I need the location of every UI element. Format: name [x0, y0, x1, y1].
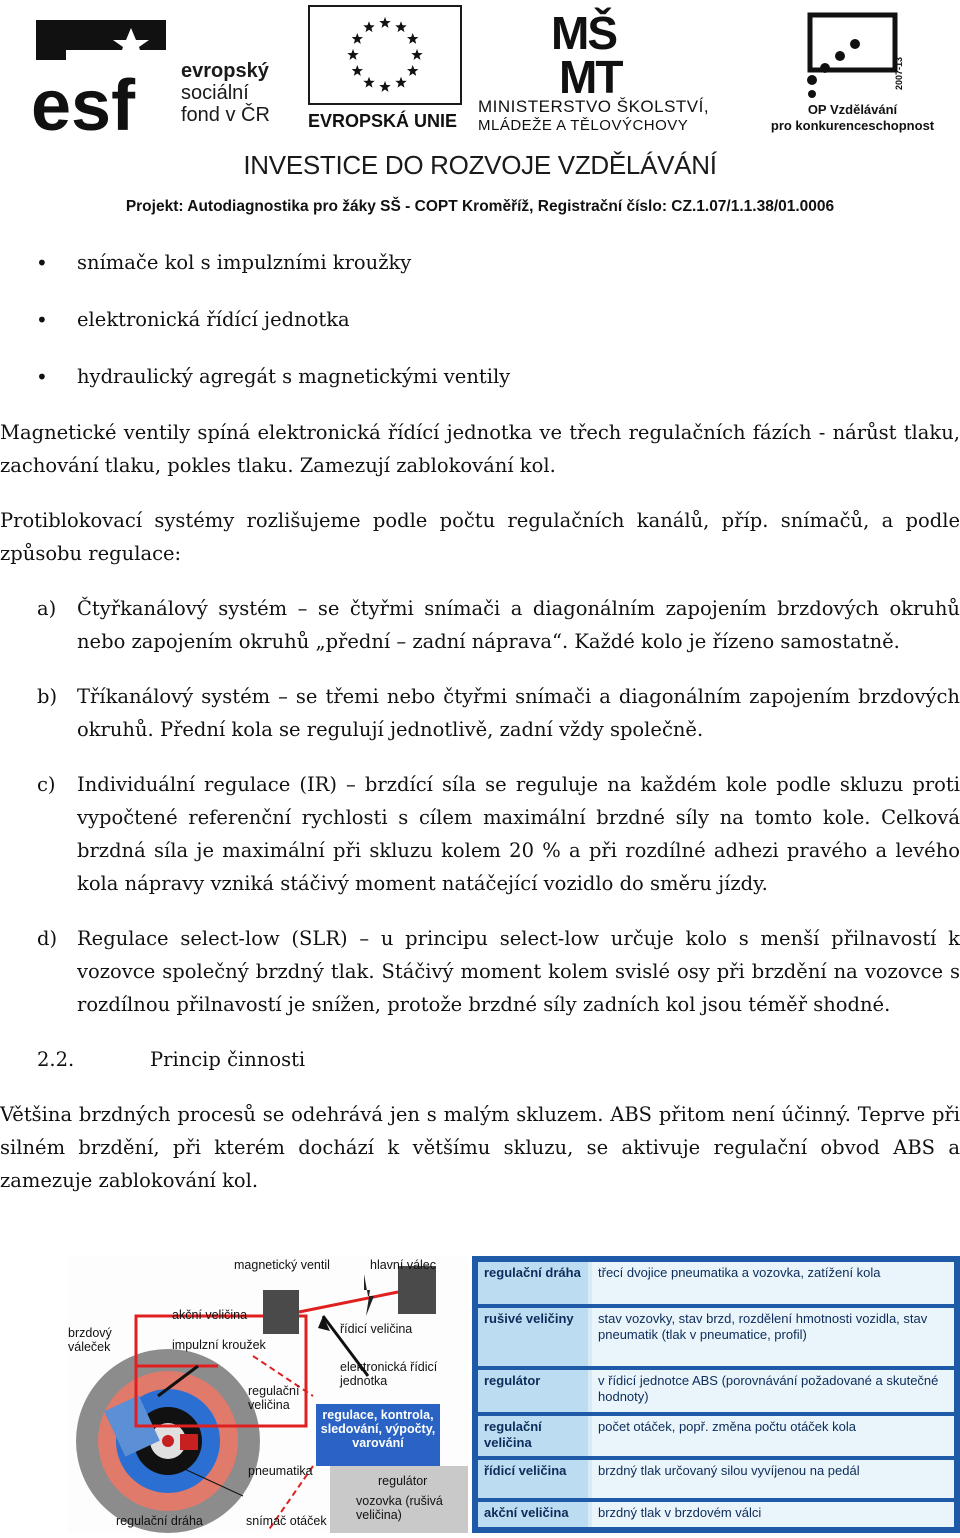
component-list	[0, 240, 960, 411]
table-cell-term: regulační veličina	[478, 1416, 588, 1456]
investice-banner: INVESTICE DO ROZVOJE VZDĚLÁVÁNÍ	[243, 150, 717, 180]
table-row	[478, 1308, 954, 1366]
svg-text:esf: esf	[31, 66, 136, 135]
esf-logo	[26, 10, 296, 135]
label-brake-cylinder: brzdový váleček	[68, 1326, 112, 1354]
label-control-path: regulační dráha	[116, 1514, 203, 1528]
label-regulator: regulátor	[378, 1474, 428, 1488]
op-line2: pro konkurenceschopnost	[770, 118, 935, 133]
sensor-icon	[180, 1434, 198, 1450]
project-line: Projekt: Autodiagnostika pro žáky SŠ - COPT Kroměříž, Registrační číslo: CZ.1.07/1.1.38/01.0006	[125, 198, 835, 215]
item-text: Individuální regulace (IR) – brzdící síla se reguluje na každém kole podle skluzu proti vypočtené referenční rychlosti s cílem maximální brzdné síly na tomto kole. Celková brzdná síla je maximální při skluzu kolem 20 % a při rozdílné adhezi pravého a levého kola nápravy vzniká stáčivý moment natáčející vozidlo do směru jízdy.	[77, 773, 960, 895]
op-mark-icon	[800, 10, 910, 100]
item-c	[0, 768, 960, 900]
item-a	[0, 592, 960, 658]
table-cell-term: regulátor	[478, 1370, 588, 1412]
table-row	[478, 1416, 954, 1456]
paragraph-principle: Většina brzdných procesů se odehrává jen s malým skluzem. ABS přitom není účinný. Teprve při silném brzdění, při kterém dochází k většímu skluzu, se aktivuje regulační obvod ABS a zamezuje zablokování kol.	[0, 1103, 960, 1192]
op-line1: OP Vzdělávání	[807, 102, 898, 117]
item-label: c)	[37, 773, 56, 796]
msmt-mark-icon	[543, 5, 673, 95]
section-number: 2.2.	[37, 1048, 75, 1071]
table-cell-desc: v řídicí jednotce ABS (porovnávání požadované a skutečné hodnoty)	[592, 1370, 954, 1412]
label-ecu-functions: regulace, kontrola, sledování, výpočty, varování	[320, 1408, 436, 1450]
eu-star-icon	[395, 21, 406, 32]
document-header	[0, 0, 960, 225]
svg-text:MT: MT	[559, 51, 622, 95]
eu-star-icon	[395, 77, 406, 88]
eu-logo	[308, 5, 466, 133]
eu-star-icon	[347, 49, 358, 60]
eu-star-icon	[379, 81, 390, 92]
magnetic-valve-icon	[263, 1290, 299, 1334]
eu-label: EVROPSKÁ UNIE	[308, 111, 458, 131]
table-row	[478, 1262, 954, 1304]
op-text	[765, 102, 940, 134]
section-heading	[0, 1043, 960, 1076]
item-b	[0, 680, 960, 746]
esf-text	[181, 60, 270, 126]
eu-star-icon	[411, 49, 422, 60]
list-item: • elektronická řídící jednotka	[0, 297, 960, 354]
list-item: • hydraulický agregát s magnetickými ventily	[0, 354, 960, 411]
table-cell-term: regulační dráha	[478, 1262, 588, 1304]
list-item: • snímače kol s impulzními kroužky	[0, 240, 960, 297]
table-cell-term: rušivé veličiny	[478, 1308, 588, 1366]
eu-flag-icon	[308, 5, 462, 105]
label-pulse-ring: impulzní kroužek	[172, 1338, 266, 1352]
table-cell-term: řídicí veličina	[478, 1460, 588, 1498]
table-cell-desc: brzdný tlak v brzdovém válci	[592, 1502, 954, 1527]
label-action-variable: akční veličina	[172, 1308, 248, 1322]
master-cylinder-icon	[398, 1266, 436, 1314]
table-cell-desc: počet otáček, popř. změna počtu otáček kola	[592, 1416, 954, 1456]
table-cell-term: akční veličina	[478, 1502, 588, 1527]
item-text: Čtyřkanálový systém – se čtyřmi snímači a diagonálním zapojením brzdových okruhů nebo zapojením okruhů „přední – zadní náprava“. Každé kolo je řízeno samostatně.	[77, 597, 960, 653]
esf-line2: sociální	[181, 82, 249, 104]
document-body	[0, 240, 960, 1197]
table-row	[478, 1460, 954, 1498]
item-text: Tříkanálový systém – se třemi nebo čtyřmi snímači a diagonálním zapojením brzdových okruhů. Přední kola se regulují jednotlivě, zadní vždy společně.	[77, 685, 960, 741]
table-row	[478, 1502, 954, 1527]
svg-text:2007-13: 2007-13	[894, 56, 904, 90]
msmt-line1: MINISTERSTVO ŠKOLSTVÍ,	[478, 97, 710, 116]
svg-text:MŠ: MŠ	[551, 7, 616, 59]
table-row	[478, 1370, 954, 1412]
paragraph-valves: Magnetické ventily spíná elektronická řídící jednotka ve třech regulačních fázích - nárůst tlaku, zachování tlaku, pokles tlaku. Zamezují zablokování kol.	[0, 421, 960, 477]
op-logo	[765, 10, 940, 135]
table-cell-desc: brzdný tlak určovaný silou vyvíjenou na pedál	[592, 1460, 954, 1498]
esf-line3: fond v ČR	[181, 104, 270, 126]
item-label: d)	[37, 927, 58, 950]
msmt-text	[478, 97, 709, 135]
label-tire: pneumatika	[248, 1464, 313, 1478]
abs-table	[472, 1256, 960, 1533]
eu-star-icon	[379, 17, 390, 28]
table-cell-desc: třecí dvojice pneumatika a vozovka, zatížení kola	[592, 1262, 954, 1304]
label-speed-sensor: snímač otáček	[246, 1514, 327, 1528]
section-title: Princip činnosti	[150, 1048, 306, 1071]
label-master-cylinder: hlavní válec	[370, 1258, 437, 1272]
label-regulated-variable: regulační veličina	[248, 1384, 300, 1412]
item-d	[0, 922, 960, 1021]
paragraph-classification: Protiblokovací systémy rozlišujeme podle počtu regulačních kanálů, příp. snímačů, a podle způsobu regulace:	[0, 509, 960, 565]
table-cell-desc: stav vozovky, stav brzd, rozdělení hmotnosti vozidla, stav pneumatik (tlak v pneumatice, profil)	[592, 1308, 954, 1366]
label-ecu: elektronická řídicí jednotka	[340, 1360, 438, 1388]
esf-mark-icon	[26, 10, 171, 135]
msmt-logo	[478, 5, 748, 133]
item-label: a)	[37, 597, 57, 620]
esf-line1: evropský	[181, 60, 269, 82]
eu-star-icon	[363, 77, 374, 88]
eu-star-icon	[352, 65, 363, 76]
label-road: vozovka (rušivá veličina)	[356, 1494, 443, 1522]
item-text: Regulace select-low (SLR) – u principu select-low určuje kolo s menší přilnavostí k vozovce společný brzdný tlak. Stáčivý moment kolem svislé osy při brzdění na vozovce s rozdílnou přilnavostí je snížen, protože brzdné síly zadních kol jsou téměř shodné.	[77, 927, 960, 1016]
eu-star-icon	[352, 33, 363, 44]
abs-figure	[68, 1256, 960, 1533]
eu-star-icon	[363, 21, 374, 32]
item-label: b)	[37, 685, 58, 708]
label-control-variable: řídicí veličina	[340, 1322, 413, 1336]
abs-diagram	[68, 1256, 468, 1533]
eu-star-icon	[407, 65, 418, 76]
label-magnetic-valve: magnetický ventil	[234, 1258, 330, 1272]
eu-star-icon	[407, 33, 418, 44]
msmt-line2: MLÁDEŽE A TĚLOVÝCHOVY	[478, 117, 689, 134]
